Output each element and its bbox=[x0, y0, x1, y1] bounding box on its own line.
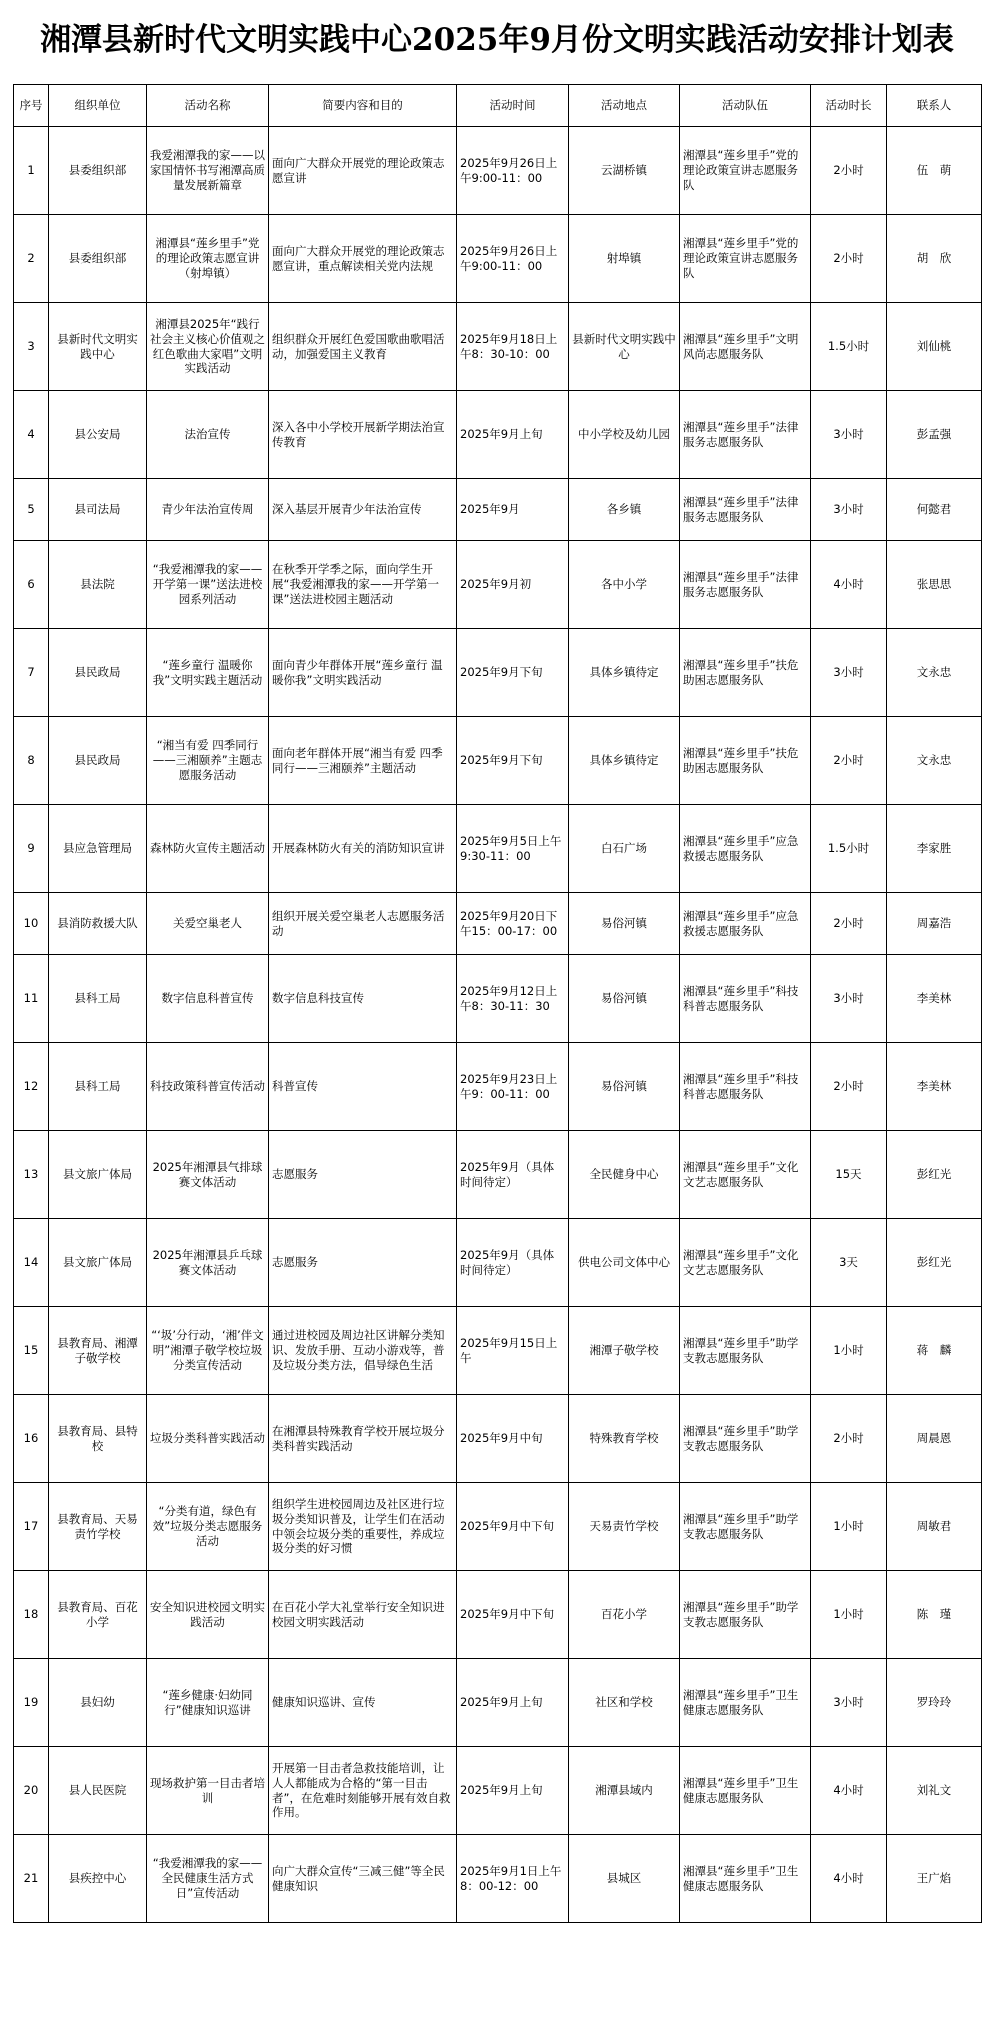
cell-team: 湘潭县“莲乡里手”文化文艺志愿服务队 bbox=[680, 1219, 811, 1307]
cell-contact: 王广焰 bbox=[887, 1835, 982, 1923]
cell-contact: 周敏君 bbox=[887, 1483, 982, 1571]
cell-organizer: 县科工局 bbox=[49, 1043, 147, 1131]
cell-location: 湘潭县域内 bbox=[569, 1747, 680, 1835]
cell-activity-name: 湘潭县“莲乡里手”党的理论政策志愿宣讲（射埠镇） bbox=[147, 215, 269, 303]
cell-duration: 3小时 bbox=[811, 629, 887, 717]
cell-index: 13 bbox=[14, 1131, 49, 1219]
cell-team: 湘潭县“莲乡里手”法律服务志愿服务队 bbox=[680, 541, 811, 629]
cell-duration: 3小时 bbox=[811, 479, 887, 541]
cell-time: 2025年9月12日上午8：30-11：30 bbox=[457, 955, 569, 1043]
cell-index: 8 bbox=[14, 717, 49, 805]
cell-location: 天易责竹学校 bbox=[569, 1483, 680, 1571]
cell-duration: 1.5小时 bbox=[811, 303, 887, 391]
cell-index: 20 bbox=[14, 1747, 49, 1835]
cell-duration: 1小时 bbox=[811, 1307, 887, 1395]
cell-duration: 4小时 bbox=[811, 1747, 887, 1835]
cell-activity-name: 安全知识进校园文明实践活动 bbox=[147, 1571, 269, 1659]
table-row bbox=[14, 1307, 982, 1395]
cell-location: 县新时代文明实践中心 bbox=[569, 303, 680, 391]
cell-index: 21 bbox=[14, 1835, 49, 1923]
cell-location: 射埠镇 bbox=[569, 215, 680, 303]
cell-time: 2025年9月15日上午 bbox=[457, 1307, 569, 1395]
cell-team: 湘潭县“莲乡里手”卫生健康志愿服务队 bbox=[680, 1747, 811, 1835]
cell-content: 志愿服务 bbox=[269, 1131, 457, 1219]
table-row bbox=[14, 391, 982, 479]
cell-organizer: 县教育局、天易责竹学校 bbox=[49, 1483, 147, 1571]
cell-content: 在百花小学大礼堂举行安全知识进校园文明实践活动 bbox=[269, 1571, 457, 1659]
cell-activity-name: 森林防火宣传主题活动 bbox=[147, 805, 269, 893]
cell-location: 百花小学 bbox=[569, 1571, 680, 1659]
cell-activity-name: 法治宣传 bbox=[147, 391, 269, 479]
table-row bbox=[14, 1219, 982, 1307]
cell-location: 县城区 bbox=[569, 1835, 680, 1923]
cell-organizer: 县委组织部 bbox=[49, 127, 147, 215]
header-organizer: 组织单位 bbox=[49, 85, 147, 127]
cell-content: 开展森林防火有关的消防知识宣讲 bbox=[269, 805, 457, 893]
cell-contact: 文永忠 bbox=[887, 717, 982, 805]
header-activity-name: 活动名称 bbox=[147, 85, 269, 127]
cell-time: 2025年9月下旬 bbox=[457, 717, 569, 805]
cell-contact: 彭孟强 bbox=[887, 391, 982, 479]
cell-organizer: 县应急管理局 bbox=[49, 805, 147, 893]
cell-time: 2025年9月（具体时间待定） bbox=[457, 1219, 569, 1307]
cell-index: 1 bbox=[14, 127, 49, 215]
cell-content: 开展第一目击者急救技能培训，让人人都能成为合格的“第一目击者”，在危难时刻能够开展有效自救作用。 bbox=[269, 1747, 457, 1835]
cell-team: 湘潭县“莲乡里手”法律服务志愿服务队 bbox=[680, 479, 811, 541]
cell-activity-name: 数字信息科普宣传 bbox=[147, 955, 269, 1043]
cell-index: 3 bbox=[14, 303, 49, 391]
cell-index: 4 bbox=[14, 391, 49, 479]
cell-activity-name: 现场救护第一目击者培训 bbox=[147, 1747, 269, 1835]
cell-organizer: 县法院 bbox=[49, 541, 147, 629]
cell-activity-name: 关爱空巢老人 bbox=[147, 893, 269, 955]
cell-content: 面向广大群众开展党的理论政策志愿宣讲 bbox=[269, 127, 457, 215]
cell-content: 健康知识巡讲、宣传 bbox=[269, 1659, 457, 1747]
cell-activity-name: 科技政策科普宣传活动 bbox=[147, 1043, 269, 1131]
cell-location: 云湖桥镇 bbox=[569, 127, 680, 215]
cell-contact: 周嘉浩 bbox=[887, 893, 982, 955]
cell-index: 12 bbox=[14, 1043, 49, 1131]
cell-contact: 刘礼文 bbox=[887, 1747, 982, 1835]
cell-index: 7 bbox=[14, 629, 49, 717]
cell-team: 湘潭县“莲乡里手”法律服务志愿服务队 bbox=[680, 391, 811, 479]
cell-content: 深入各中小学校开展新学期法治宣传教育 bbox=[269, 391, 457, 479]
cell-team: 湘潭县“莲乡里手”文化文艺志愿服务队 bbox=[680, 1131, 811, 1219]
header-location: 活动地点 bbox=[569, 85, 680, 127]
cell-content: 面向广大群众开展党的理论政策志愿宣讲，重点解读相关党内法规 bbox=[269, 215, 457, 303]
table-row bbox=[14, 1483, 982, 1571]
cell-time: 2025年9月26日上午9:00-11：00 bbox=[457, 127, 569, 215]
cell-organizer: 县文旅广体局 bbox=[49, 1131, 147, 1219]
cell-duration: 2小时 bbox=[811, 1395, 887, 1483]
cell-duration: 1小时 bbox=[811, 1483, 887, 1571]
cell-organizer: 县妇幼 bbox=[49, 1659, 147, 1747]
cell-organizer: 县民政局 bbox=[49, 629, 147, 717]
cell-location: 易俗河镇 bbox=[569, 955, 680, 1043]
table-row bbox=[14, 893, 982, 955]
cell-team: 湘潭县“莲乡里手”扶危助困志愿服务队 bbox=[680, 629, 811, 717]
cell-duration: 2小时 bbox=[811, 127, 887, 215]
cell-location: 中小学校及幼儿园 bbox=[569, 391, 680, 479]
cell-team: 湘潭县“莲乡里手”应急救援志愿服务队 bbox=[680, 893, 811, 955]
cell-activity-name: 2025年湘潭县气排球赛文体活动 bbox=[147, 1131, 269, 1219]
cell-duration: 3小时 bbox=[811, 391, 887, 479]
cell-contact: 蒋 麟 bbox=[887, 1307, 982, 1395]
cell-duration: 2小时 bbox=[811, 893, 887, 955]
cell-activity-name: “‘圾’分行动，‘湘’伴文明”湘潭子敬学校垃圾分类宣传活动 bbox=[147, 1307, 269, 1395]
header-team: 活动队伍 bbox=[680, 85, 811, 127]
cell-time: 2025年9月上旬 bbox=[457, 1659, 569, 1747]
cell-duration: 3天 bbox=[811, 1219, 887, 1307]
cell-content: 组织群众开展红色爱国歌曲歌唱活动，加强爱国主义教育 bbox=[269, 303, 457, 391]
cell-time: 2025年9月中旬 bbox=[457, 1395, 569, 1483]
cell-location: 具体乡镇待定 bbox=[569, 717, 680, 805]
cell-content: 组织学生进校园周边及社区进行垃圾分类知识普及，让学生们在活动中领会垃圾分类的重要性，养成垃圾分类的好习惯 bbox=[269, 1483, 457, 1571]
cell-team: 湘潭县“莲乡里手”应急救援志愿服务队 bbox=[680, 805, 811, 893]
cell-team: 湘潭县“莲乡里手”扶危助困志愿服务队 bbox=[680, 717, 811, 805]
cell-contact: 伍 萌 bbox=[887, 127, 982, 215]
cell-team: 湘潭县“莲乡里手”助学支教志愿服务队 bbox=[680, 1307, 811, 1395]
cell-activity-name: 湘潭县2025年“践行社会主义核心价值观之红色歌曲大家唱”文明实践活动 bbox=[147, 303, 269, 391]
cell-organizer: 县教育局、县特校 bbox=[49, 1395, 147, 1483]
table-row bbox=[14, 1659, 982, 1747]
cell-duration: 2小时 bbox=[811, 1043, 887, 1131]
cell-time: 2025年9月20日下午15：00-17：00 bbox=[457, 893, 569, 955]
cell-location: 易俗河镇 bbox=[569, 1043, 680, 1131]
cell-team: 湘潭县“莲乡里手”卫生健康志愿服务队 bbox=[680, 1659, 811, 1747]
cell-contact: 李家胜 bbox=[887, 805, 982, 893]
cell-time: 2025年9月18日上午8：30-10：00 bbox=[457, 303, 569, 391]
cell-activity-name: “分类有道，绿色有效”垃圾分类志愿服务活动 bbox=[147, 1483, 269, 1571]
cell-content: 面向老年群体开展“湘当有爱 四季同行——三湘颐养”主题活动 bbox=[269, 717, 457, 805]
cell-duration: 2小时 bbox=[811, 717, 887, 805]
cell-time: 2025年9月26日上午9:00-11：00 bbox=[457, 215, 569, 303]
cell-location: 社区和学校 bbox=[569, 1659, 680, 1747]
cell-location: 特殊教育学校 bbox=[569, 1395, 680, 1483]
header-content: 简要内容和目的 bbox=[269, 85, 457, 127]
cell-contact: 彭红光 bbox=[887, 1131, 982, 1219]
cell-content: 通过进校园及周边社区讲解分类知识、发放手册、互动小游戏等，普及垃圾分类方法，倡导绿色生活 bbox=[269, 1307, 457, 1395]
cell-content: 向广大群众宣传“三减三健”等全民健康知识 bbox=[269, 1835, 457, 1923]
table-row bbox=[14, 1835, 982, 1923]
cell-contact: 周晨恩 bbox=[887, 1395, 982, 1483]
header-duration: 活动时长 bbox=[811, 85, 887, 127]
table-row bbox=[14, 1747, 982, 1835]
cell-content: 深入基层开展青少年法治宣传 bbox=[269, 479, 457, 541]
cell-organizer: 县人民医院 bbox=[49, 1747, 147, 1835]
cell-activity-name: “湘当有爱 四季同行——三湘颐养”主题志愿服务活动 bbox=[147, 717, 269, 805]
cell-organizer: 县教育局、湘潭子敬学校 bbox=[49, 1307, 147, 1395]
cell-index: 18 bbox=[14, 1571, 49, 1659]
table-row bbox=[14, 127, 982, 215]
cell-activity-name: 青少年法治宣传周 bbox=[147, 479, 269, 541]
table-row bbox=[14, 303, 982, 391]
table-body bbox=[14, 127, 982, 1923]
cell-duration: 15天 bbox=[811, 1131, 887, 1219]
table-row bbox=[14, 541, 982, 629]
cell-content: 在秋季开学季之际，面向学生开展“我爱湘潭我的家——开学第一课”送法进校园主题活动 bbox=[269, 541, 457, 629]
cell-contact: 刘仙桃 bbox=[887, 303, 982, 391]
cell-time: 2025年9月上旬 bbox=[457, 391, 569, 479]
cell-activity-name: “我爱湘潭我的家——全民健康生活方式日”宣传活动 bbox=[147, 1835, 269, 1923]
cell-time: 2025年9月中下旬 bbox=[457, 1571, 569, 1659]
table-row bbox=[14, 215, 982, 303]
table-row bbox=[14, 955, 982, 1043]
cell-location: 白石广场 bbox=[569, 805, 680, 893]
cell-organizer: 县司法局 bbox=[49, 479, 147, 541]
cell-location: 各乡镇 bbox=[569, 479, 680, 541]
cell-organizer: 县消防救援大队 bbox=[49, 893, 147, 955]
cell-organizer: 县文旅广体局 bbox=[49, 1219, 147, 1307]
document-title: 湘潭县新时代文明实践中心2025年9月份文明实践活动安排计划表 bbox=[40, 22, 954, 58]
cell-activity-name: 我爱湘潭我的家——以家国情怀书写湘潭高质量发展新篇章 bbox=[147, 127, 269, 215]
cell-activity-name: “莲乡童行 温暖你我”文明实践主题活动 bbox=[147, 629, 269, 717]
cell-activity-name: 2025年湘潭县乒乓球赛文体活动 bbox=[147, 1219, 269, 1307]
table-header-row bbox=[14, 85, 982, 127]
cell-time: 2025年9月中下旬 bbox=[457, 1483, 569, 1571]
cell-team: 湘潭县“莲乡里手”文明风尚志愿服务队 bbox=[680, 303, 811, 391]
cell-time: 2025年9月5日上午9:30-11：00 bbox=[457, 805, 569, 893]
cell-content: 在湘潭县特殊教育学校开展垃圾分类科普实践活动 bbox=[269, 1395, 457, 1483]
cell-duration: 4小时 bbox=[811, 1835, 887, 1923]
cell-team: 湘潭县“莲乡里手”科技科普志愿服务队 bbox=[680, 1043, 811, 1131]
cell-location: 各中小学 bbox=[569, 541, 680, 629]
cell-location: 具体乡镇待定 bbox=[569, 629, 680, 717]
cell-content: 面向青少年群体开展“莲乡童行 温暖你我”文明实践活动 bbox=[269, 629, 457, 717]
cell-time: 2025年9月下旬 bbox=[457, 629, 569, 717]
cell-contact: 胡 欣 bbox=[887, 215, 982, 303]
cell-time: 2025年9月23日上午9：00-11：00 bbox=[457, 1043, 569, 1131]
cell-location: 易俗河镇 bbox=[569, 893, 680, 955]
cell-team: 湘潭县“莲乡里手”卫生健康志愿服务队 bbox=[680, 1835, 811, 1923]
cell-organizer: 县民政局 bbox=[49, 717, 147, 805]
cell-duration: 3小时 bbox=[811, 955, 887, 1043]
cell-index: 16 bbox=[14, 1395, 49, 1483]
table-row bbox=[14, 1395, 982, 1483]
cell-contact: 彭红光 bbox=[887, 1219, 982, 1307]
header-time: 活动时间 bbox=[457, 85, 569, 127]
cell-index: 19 bbox=[14, 1659, 49, 1747]
activity-plan-table bbox=[13, 84, 982, 1923]
cell-contact: 李美林 bbox=[887, 955, 982, 1043]
cell-index: 15 bbox=[14, 1307, 49, 1395]
cell-team: 湘潭县“莲乡里手”助学支教志愿服务队 bbox=[680, 1483, 811, 1571]
cell-organizer: 县疾控中心 bbox=[49, 1835, 147, 1923]
cell-time: 2025年9月1日上午8：00-12：00 bbox=[457, 1835, 569, 1923]
cell-organizer: 县公安局 bbox=[49, 391, 147, 479]
cell-index: 17 bbox=[14, 1483, 49, 1571]
cell-duration: 1.5小时 bbox=[811, 805, 887, 893]
table-row bbox=[14, 479, 982, 541]
header-contact: 联系人 bbox=[887, 85, 982, 127]
cell-duration: 4小时 bbox=[811, 541, 887, 629]
cell-index: 2 bbox=[14, 215, 49, 303]
cell-team: 湘潭县“莲乡里手”科技科普志愿服务队 bbox=[680, 955, 811, 1043]
cell-organizer: 县委组织部 bbox=[49, 215, 147, 303]
cell-index: 9 bbox=[14, 805, 49, 893]
cell-content: 组织开展关爱空巢老人志愿服务活动 bbox=[269, 893, 457, 955]
table-row bbox=[14, 1131, 982, 1219]
cell-location: 湘潭子敬学校 bbox=[569, 1307, 680, 1395]
cell-time: 2025年9月初 bbox=[457, 541, 569, 629]
cell-organizer: 县科工局 bbox=[49, 955, 147, 1043]
cell-team: 湘潭县“莲乡里手”助学支教志愿服务队 bbox=[680, 1395, 811, 1483]
cell-index: 6 bbox=[14, 541, 49, 629]
cell-time: 2025年9月上旬 bbox=[457, 1747, 569, 1835]
cell-contact: 罗玲玲 bbox=[887, 1659, 982, 1747]
cell-contact: 文永忠 bbox=[887, 629, 982, 717]
cell-activity-name: “莲乡健康·妇幼同行”健康知识巡讲 bbox=[147, 1659, 269, 1747]
cell-time: 2025年9月（具体时间待定） bbox=[457, 1131, 569, 1219]
table-row bbox=[14, 805, 982, 893]
cell-location: 供电公司文体中心 bbox=[569, 1219, 680, 1307]
cell-contact: 陈 瑾 bbox=[887, 1571, 982, 1659]
cell-contact: 李美林 bbox=[887, 1043, 982, 1131]
cell-team: 湘潭县“莲乡里手”党的理论政策宣讲志愿服务队 bbox=[680, 127, 811, 215]
cell-location: 全民健身中心 bbox=[569, 1131, 680, 1219]
cell-organizer: 县教育局、百花小学 bbox=[49, 1571, 147, 1659]
cell-index: 10 bbox=[14, 893, 49, 955]
cell-team: 湘潭县“莲乡里手”助学支教志愿服务队 bbox=[680, 1571, 811, 1659]
cell-organizer: 县新时代文明实践中心 bbox=[49, 303, 147, 391]
cell-team: 湘潭县“莲乡里手”党的理论政策宣讲志愿服务队 bbox=[680, 215, 811, 303]
cell-contact: 何懿君 bbox=[887, 479, 982, 541]
cell-content: 科普宣传 bbox=[269, 1043, 457, 1131]
table-row bbox=[14, 717, 982, 805]
cell-index: 11 bbox=[14, 955, 49, 1043]
table-row bbox=[14, 1571, 982, 1659]
cell-time: 2025年9月 bbox=[457, 479, 569, 541]
cell-content: 志愿服务 bbox=[269, 1219, 457, 1307]
cell-index: 14 bbox=[14, 1219, 49, 1307]
header-index: 序号 bbox=[14, 85, 49, 127]
cell-duration: 2小时 bbox=[811, 215, 887, 303]
cell-content: 数字信息科技宣传 bbox=[269, 955, 457, 1043]
table-row bbox=[14, 629, 982, 717]
cell-index: 5 bbox=[14, 479, 49, 541]
table-row bbox=[14, 1043, 982, 1131]
cell-contact: 张思思 bbox=[887, 541, 982, 629]
cell-duration: 1小时 bbox=[811, 1571, 887, 1659]
cell-duration: 3小时 bbox=[811, 1659, 887, 1747]
cell-activity-name: “我爱湘潭我的家——开学第一课”送法进校园系列活动 bbox=[147, 541, 269, 629]
cell-activity-name: 垃圾分类科普实践活动 bbox=[147, 1395, 269, 1483]
